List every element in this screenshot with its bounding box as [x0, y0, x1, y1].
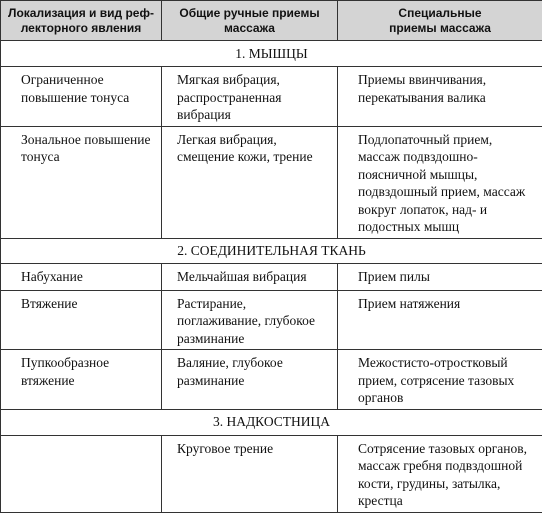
cell-general: Мельчайшая вибрация	[162, 263, 338, 290]
cell-special: Подлопаточный прием, массаж подвздошно-поясничной мышцы, подвздошный прием, массаж вокруг лопаток, над- и подостных мышц	[338, 126, 542, 238]
table-row	[1, 263, 542, 290]
cell-special: Прием пилы	[338, 263, 542, 290]
cell-localization: Зональное повышение тонуса	[1, 126, 162, 238]
table-row	[1, 350, 542, 410]
cell-special: Межостисто-отростковый прием, сотрясение тазовых органов	[338, 350, 542, 410]
section-title: 2. СОЕДИНИТЕЛЬНАЯ ТКАНЬ	[1, 238, 542, 263]
cell-localization	[1, 435, 162, 512]
cell-localization: Набухание	[1, 263, 162, 290]
section-row-periosteum	[1, 409, 542, 435]
cell-general: Валяние, глубокое разминание	[162, 350, 338, 410]
section-row-connective-tissue	[1, 238, 542, 263]
table-row	[1, 290, 542, 350]
header-special-techniques: Специальные приемы массажа	[338, 1, 542, 41]
section-row-muscles	[1, 41, 542, 67]
header-localization: Локализация и вид реф- лекторного явления	[1, 1, 162, 41]
table-row	[1, 435, 542, 512]
header-general-techniques: Общие ручные приемы массажа	[162, 1, 338, 41]
cell-general: Круговое трение	[162, 435, 338, 512]
cell-general: Легкая вибрация, смещение кожи, трение	[162, 126, 338, 238]
cell-localization: Втяжение	[1, 290, 162, 350]
header-row	[1, 1, 542, 41]
cell-localization: Пупкообразное втяжение	[1, 350, 162, 410]
section-title: 1. МЫШЦЫ	[1, 41, 542, 67]
cell-general: Мягкая вибрация, распространенная вибрация	[162, 67, 338, 127]
cell-localization: Ограниченное повышение тонуса	[1, 67, 162, 127]
cell-special: Приемы ввинчивания, перекатывания валика	[338, 67, 542, 127]
table-row	[1, 67, 542, 127]
table-row	[1, 126, 542, 238]
section-title: 3. НАДКОСТНИЦА	[1, 409, 542, 435]
cell-special: Прием натяжения	[338, 290, 542, 350]
cell-general: Растирание, поглаживание, глубокое разминание	[162, 290, 338, 350]
cell-special: Сотрясение тазовых органов, массаж гребня подвздошной кости, грудины, затылка, крестца	[338, 435, 542, 512]
